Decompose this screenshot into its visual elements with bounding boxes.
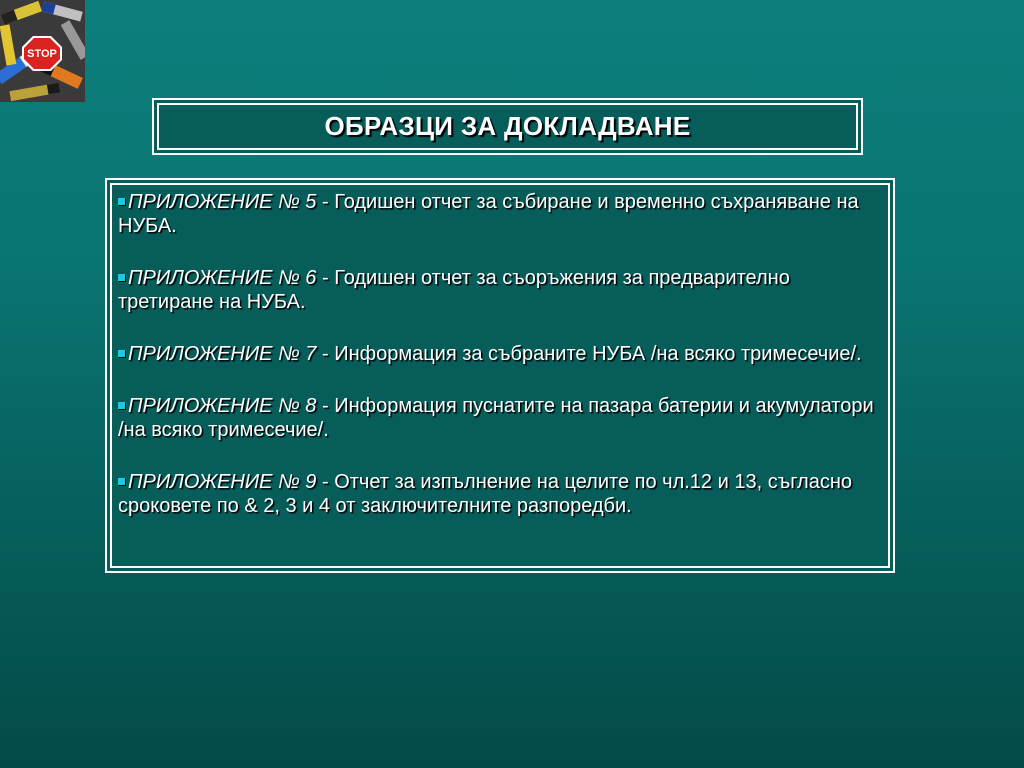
square-bullet-icon [118,402,125,409]
content-inner-frame [110,183,890,568]
batteries-stop-sign-icon [0,0,85,102]
list-item [118,394,880,442]
appendix-label: ПРИЛОЖЕНИЕ № 8 [128,395,317,417]
square-bullet-icon [118,198,125,205]
separator: - [316,395,335,417]
appendix-label: ПРИЛОЖЕНИЕ № 5 [128,191,317,213]
batteries-image [0,0,85,102]
list-item [118,470,880,518]
separator: - [316,267,335,289]
appendix-description: Информация пуснатите на пазара батерии и акумулатори /на всяко тримесечие/. [118,395,874,441]
appendix-description: Годишен отчет за съоръжения за предварително третиране на НУБА. [118,267,790,313]
appendix-label: ПРИЛОЖЕНИЕ № 9 [128,471,317,493]
appendix-description: Годишен отчет за събиране и временно съхраняване на НУБА. [118,191,859,237]
separator: - [316,471,335,493]
separator: - [316,191,335,213]
stop-sign-text: STOP [27,48,57,60]
appendix-label: ПРИЛОЖЕНИЕ № 6 [128,267,317,289]
list-item [118,190,880,238]
separator: - [316,343,335,365]
title-inner-frame [157,103,858,150]
slide-title: ОБРАЗЦИ ЗА ДОКЛАДВАНЕ [324,111,691,141]
appendix-description: Информация за събраните НУБА /на всяко тримесечие/. [334,343,862,365]
content-frame [105,178,895,573]
list-item [118,266,880,314]
square-bullet-icon [118,274,125,281]
appendix-label: ПРИЛОЖЕНИЕ № 7 [128,343,317,365]
square-bullet-icon [118,478,125,485]
title-frame [152,98,863,155]
square-bullet-icon [118,350,125,357]
appendix-description: Отчет за изпълнение на целите по чл.12 и 13, съгласно сроковете по & 2, 3 и 4 от заключителните разпоредби. [118,471,853,517]
list-item [118,342,880,366]
